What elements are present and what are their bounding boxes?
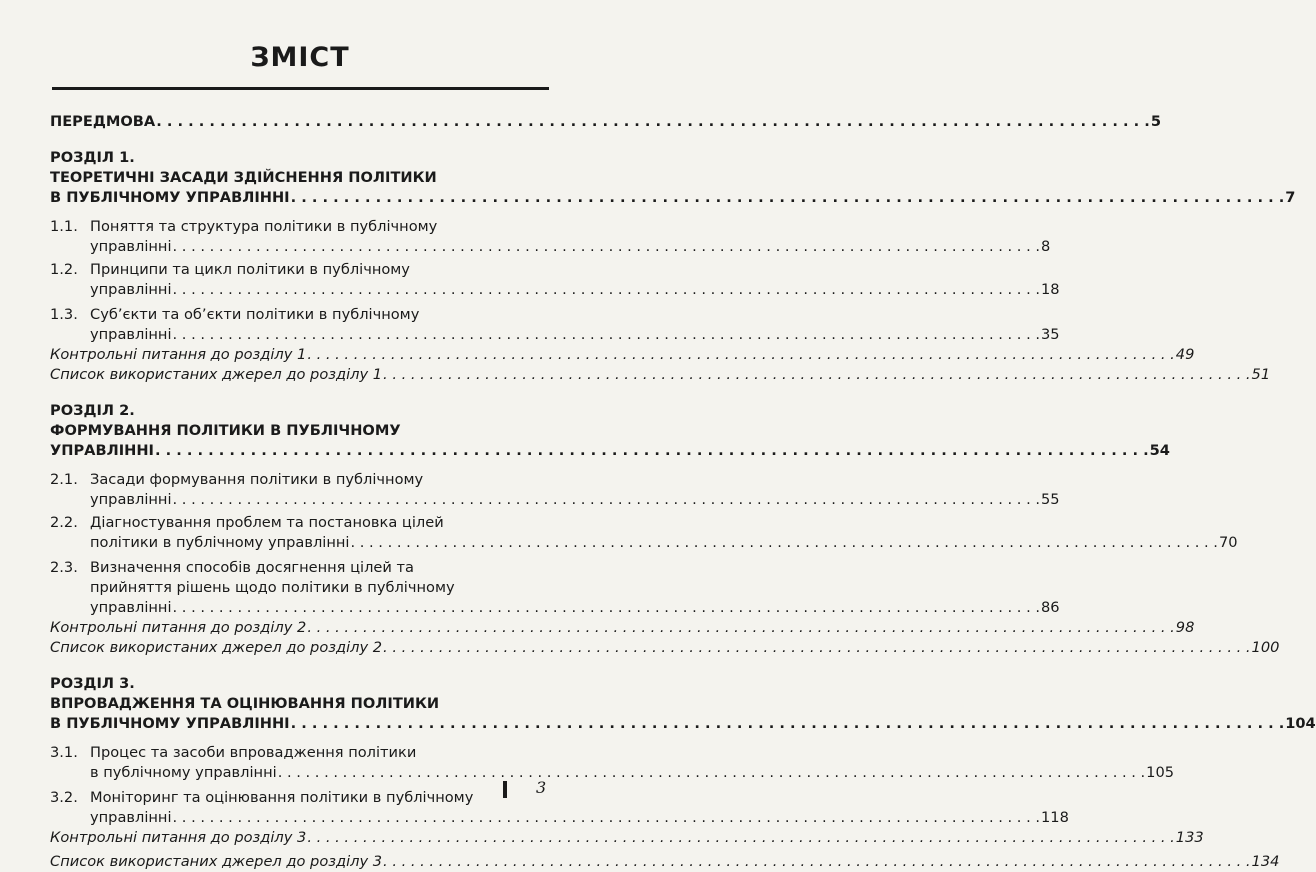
toc-entry-references xyxy=(50,638,1280,658)
dot-leader xyxy=(155,441,1149,461)
subentry-line xyxy=(90,325,1060,345)
toc-page-number: 5 xyxy=(1150,113,1161,130)
toc-entry-label: Список використаних джерел до розділу 2 xyxy=(50,639,383,656)
toc-subentry xyxy=(50,558,1060,618)
toc-entry-label: Контрольні питання до розділу 2 xyxy=(50,619,307,636)
toc-entry-label: Контрольні питання до розділу 3 xyxy=(50,829,307,846)
subentry-line xyxy=(90,280,1060,300)
toc-entry-questions xyxy=(50,618,1195,638)
dot-leader xyxy=(307,618,1174,638)
subentry-text: управлінні xyxy=(90,809,172,826)
section-title-line xyxy=(50,188,1296,208)
toc-entry-questions xyxy=(50,828,1204,848)
dot-leader xyxy=(291,188,1285,208)
toc-entry-questions xyxy=(50,345,1195,365)
folio-bar xyxy=(503,781,507,798)
toc-page-number: 98 xyxy=(1175,619,1195,636)
section-title-line xyxy=(50,441,1170,461)
subentry-number: 3.2. xyxy=(50,789,78,806)
dot-leader xyxy=(307,345,1174,365)
subentry-line xyxy=(90,763,1174,783)
section-title-line xyxy=(50,714,1316,734)
toc-page-number: 100 xyxy=(1251,639,1280,656)
toc-entry-label: Список використаних джерел до розділу 1 xyxy=(50,366,383,383)
subentry-number: 3.1. xyxy=(50,744,78,761)
dot-leader xyxy=(291,714,1285,734)
section-heading: РОЗДІЛ 3. xyxy=(50,675,135,692)
toc-section-2 xyxy=(50,401,1280,658)
title-rule xyxy=(52,87,549,90)
toc-entry-preface xyxy=(50,112,1161,132)
toc-entry-label: Список використаних джерел до розділу 3 xyxy=(50,853,383,870)
toc-page-number: 134 xyxy=(1251,853,1280,870)
toc-page-number: 105 xyxy=(1146,764,1175,781)
subentry-text: управлінні xyxy=(90,326,172,343)
subentry-text: управлінні xyxy=(90,281,172,298)
subentry-number: 2.3. xyxy=(50,559,78,576)
dot-leader xyxy=(173,237,1040,257)
toc-page-number: 70 xyxy=(1218,534,1238,551)
subentry-line xyxy=(90,490,1060,510)
dot-leader xyxy=(173,808,1040,828)
toc-section-1 xyxy=(50,148,1296,385)
subentry-line xyxy=(90,598,1060,618)
toc-entry-label: Контрольні питання до розділу 1 xyxy=(50,346,307,363)
toc-subentry xyxy=(50,743,1175,783)
subentry-line xyxy=(90,808,1069,828)
section-title-line: ТЕОРЕТИЧНІ ЗАСАДИ ЗДІЙСНЕННЯ ПОЛІТИКИ xyxy=(50,169,437,186)
section-title-line: ВПРОВАДЖЕННЯ ТА ОЦІНЮВАННЯ ПОЛІТИКИ xyxy=(50,695,440,712)
section-title-text: УПРАВЛІННІ xyxy=(50,442,154,459)
subentry-line: Діагностування проблем та постановка цілей xyxy=(90,514,444,531)
toc-page-number: 55 xyxy=(1041,491,1060,508)
section-title-text: В ПУБЛІЧНОМУ УПРАВЛІННІ xyxy=(50,715,290,732)
dot-leader xyxy=(173,490,1040,510)
toc-subentry xyxy=(50,260,1060,300)
subentry-text: управлінні xyxy=(90,491,172,508)
subentry-line: Моніторинг та оцінювання політики в публічному xyxy=(90,789,474,806)
subentry-number: 2.2. xyxy=(50,514,78,531)
toc-page-number: 18 xyxy=(1041,281,1060,298)
subentry-line: Поняття та структура політики в публічному xyxy=(90,218,438,235)
subentry-text: управлінні xyxy=(90,599,172,616)
section-heading: РОЗДІЛ 1. xyxy=(50,149,135,166)
dot-leader xyxy=(350,533,1217,553)
subentry-line xyxy=(90,237,1050,257)
section-heading: РОЗДІЛ 2. xyxy=(50,402,135,419)
dot-leader xyxy=(173,598,1040,618)
table-of-contents xyxy=(50,112,1316,872)
toc-page-number: 35 xyxy=(1041,326,1060,343)
dot-leader xyxy=(278,763,1145,783)
toc-page-number: 51 xyxy=(1251,366,1271,383)
subentry-line: прийняття рішень щодо політики в публічному xyxy=(90,579,455,596)
subentry-text: в публічному управлінні xyxy=(90,764,277,781)
toc-page-number: 104 xyxy=(1285,715,1316,732)
toc-page-number: 118 xyxy=(1041,809,1069,826)
dot-leader xyxy=(383,852,1250,872)
dot-leader xyxy=(173,280,1040,300)
toc-subentry xyxy=(50,788,1069,828)
subentry-number: 1.1. xyxy=(50,218,78,235)
dot-leader xyxy=(383,365,1250,385)
toc-entry-references xyxy=(50,852,1280,872)
page-title: ЗМІСТ xyxy=(250,42,350,73)
toc-entry-references xyxy=(50,365,1271,385)
subentry-text: політики в публічному управлінні xyxy=(90,534,350,551)
subentry-number: 1.3. xyxy=(50,306,78,323)
dot-leader xyxy=(383,638,1250,658)
toc-page-number: 7 xyxy=(1285,189,1296,206)
dot-leader xyxy=(156,112,1150,132)
toc-page-number: 133 xyxy=(1175,829,1204,846)
toc-page-number: 54 xyxy=(1149,442,1170,459)
subentry-line: Засади формування політики в публічному xyxy=(90,471,424,488)
toc-subentry xyxy=(50,470,1060,510)
toc-subentry xyxy=(50,305,1060,345)
subentry-text: управлінні xyxy=(90,238,172,255)
page-number: 3 xyxy=(536,778,547,797)
section-title-line: ФОРМУВАННЯ ПОЛІТИКИ В ПУБЛІЧНОМУ xyxy=(50,422,401,439)
section-title-text: В ПУБЛІЧНОМУ УПРАВЛІННІ xyxy=(50,189,290,206)
toc-page-number: 49 xyxy=(1175,346,1195,363)
subentry-line: Суб’єкти та об’єкти політики в публічному xyxy=(90,306,420,323)
subentry-line xyxy=(90,533,1238,553)
subentry-line: Процес та засоби впровадження політики xyxy=(90,744,417,761)
dot-leader xyxy=(173,325,1040,345)
toc-subentry xyxy=(50,513,1238,553)
subentry-number: 2.1. xyxy=(50,471,78,488)
subentry-line: Визначення способів досягнення цілей та xyxy=(90,559,414,576)
toc-page-number: 86 xyxy=(1041,599,1060,616)
subentry-line: Принципи та цикл політики в публічному xyxy=(90,261,410,278)
toc-entry-label: ПЕРЕДМОВА xyxy=(50,113,156,130)
toc-section-3 xyxy=(50,674,1316,872)
dot-leader xyxy=(307,828,1174,848)
toc-subentry xyxy=(50,217,1051,257)
toc-page-number: 8 xyxy=(1041,238,1051,255)
subentry-number: 1.2. xyxy=(50,261,78,278)
